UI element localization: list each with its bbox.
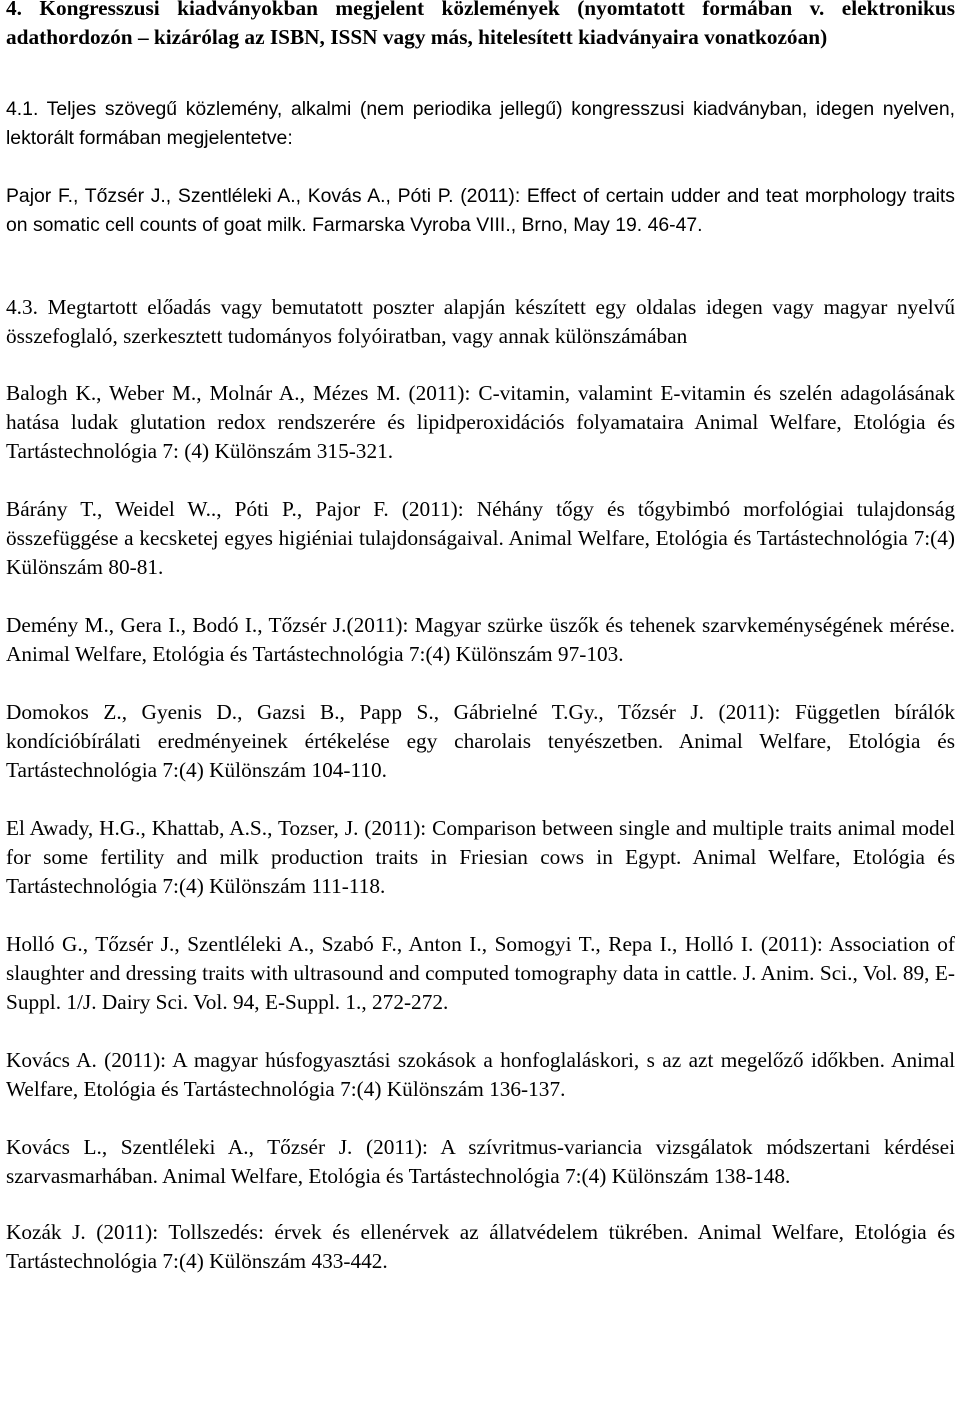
reference-entry-hollo: Holló G., Tőzsér J., Szentléleki A., Szabó F., Anton I., Somogyi T., Repa I., Holló I. (2011): Association of slaughter and dressing traits with ultrasound and computed tomography data in cattle. J. Anim. Sci., Vol. 89, E-Suppl. 1/J. Dairy Sci. Vol. 94, E-Suppl. 1., 272-272. xyxy=(6,932,955,1014)
reference-entry-balogh: Balogh K., Weber M., Molnár A., Mézes M. (2011): C-vitamin, valamint E-vitamin és szelén adagolásának hatása ludak glutation redox rendszerére és lipidperoxidációs folyamataira Animal Welfare, Etológia és Tartástechnológia 7: (4) Különszám 315-321. xyxy=(6,381,955,463)
section-4-1-heading: 4.1. Teljes szövegű közlemény, alkalmi (nem periodika jellegű) kongresszusi kiadványban, idegen nyelven, lektorált formában megjelentetve: xyxy=(6,98,955,149)
section-4-3-heading: 4.3. Megtartott előadás vagy bemutatott poszter alapján készített egy oldalas idegen vagy magyar nyelvű összefoglaló, szerkesztett tudományos folyóiratban, vagy annak különszámában xyxy=(6,295,955,348)
reference-entry-barany: Bárány T., Weidel W.., Póti P., Pajor F. (2011): Néhány tőgy és tőgybimbó morfológiai tulajdonság összefüggése a kecsketej egyes higiéniai tulajdonságaival. Animal Welfare, Etológia és Tartástechnológia 7:(4) Különszám 80-81. xyxy=(6,497,955,579)
reference-entry-kozak: Kozák J. (2011): Tollszedés: érvek és ellenérvek az állatvédelem tükrében. Animal Welfare, Etológia és Tartástechnológia 7:(4) Különszám 433-442. xyxy=(6,1220,955,1273)
reference-entry-el-awady: El Awady, H.G., Khattab, A.S., Tozser, J. (2011): Comparison between single and multiple traits animal model for some fertility and milk production traits in Friesian cows in Egypt. Animal Welfare, Etológia és Tartástechnológia 7:(4) Különszám 111-118. xyxy=(6,816,955,898)
reference-entry-demeny: Demény M., Gera I., Bodó I., Tőzsér J.(2011): Magyar szürke üszők és tehenek szarvkeménységének mérése. Animal Welfare, Etológia és Tartástechnológia 7:(4) Különszám 97-103. xyxy=(6,613,955,666)
reference-entry-domokos: Domokos Z., Gyenis D., Gazsi B., Papp S., Gábrielné T.Gy., Tőzsér J. (2011): Független bírálók kondícióbírálati eredményeinek értékelése egy charolais tenyészetben. Animal Welfare, Etológia és Tartástechnológia 7:(4) Különszám 104-110. xyxy=(6,700,955,782)
reference-entry-pajor: Pajor F., Tőzsér J., Szentléleki A., Kovás A., Póti P. (2011): Effect of certain udder and teat morphology traits on somatic cell counts of goat milk. Farmarska Vyroba VIII., Brno, May 19. 46-47. xyxy=(6,185,955,236)
section-4-heading: 4. Kongresszusi kiadványokban megjelent közlemények (nyomtatott formában v. elektronikus adathordozón – kizárólag az ISBN, ISSN vagy más, hitelesített kiadványaira vonatkozóan) xyxy=(6,0,955,49)
reference-entry-kovacs-l: Kovács L., Szentléleki A., Tőzsér J. (2011): A szívritmus-variancia vizsgálatok módszertani kérdései szarvasmarhában. Animal Welfare, Etológia és Tartástechnológia 7:(4) Különszám 138-148. xyxy=(6,1135,955,1188)
reference-entry-kovacs-a: Kovács A. (2011): A magyar húsfogyasztási szokások a honfoglaláskori, s az azt megelőző időkben. Animal Welfare, Etológia és Tartástechnológia 7:(4) Különszám 136-137. xyxy=(6,1048,955,1101)
